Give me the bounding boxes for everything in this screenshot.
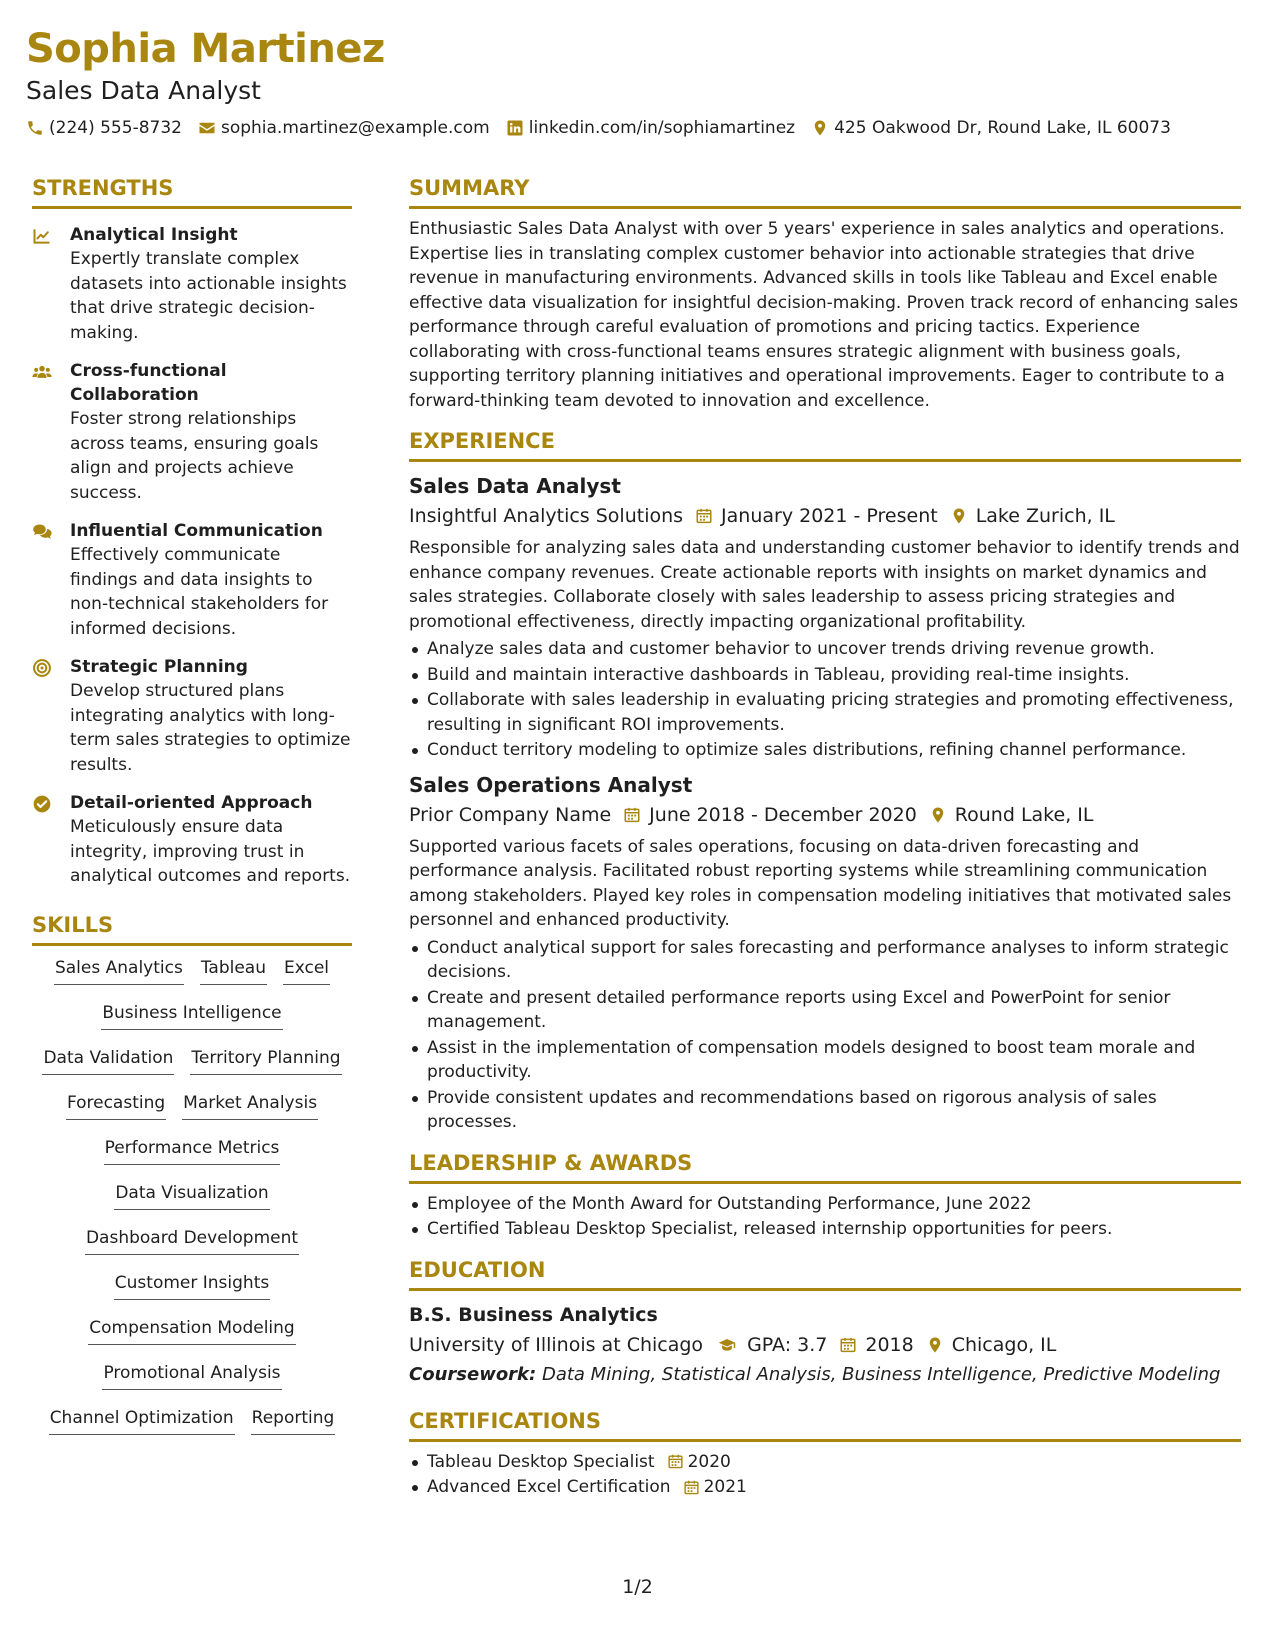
skill-row (32, 1091, 352, 1120)
job-dates: January 2021 - Present (721, 505, 938, 527)
education-heading: EDUCATION (409, 1256, 1241, 1291)
strength-title: Cross-functional Collaboration (70, 361, 227, 405)
skill-row (32, 1406, 352, 1435)
job-meta (409, 502, 1241, 530)
map-marker-icon (926, 1336, 944, 1354)
skills-list (32, 956, 352, 1435)
contact-email[interactable] (198, 118, 490, 138)
list-item: Provide consistent updates and recommendations based on rigorous analysis of sales processes. (409, 1086, 1241, 1135)
list-item: Conduct analytical support for sales forecasting and performance analyses to inform strategic decisions. (409, 936, 1241, 985)
skill-row (32, 1001, 352, 1030)
email-text: sophia.martinez@example.com (220, 118, 490, 138)
graduation-year: 2018 (865, 1333, 914, 1356)
education-meta (409, 1331, 1241, 1359)
linkedin-text: linkedin.com/in/sophiamartinez (528, 118, 796, 138)
job-location: Lake Zurich, IL (975, 505, 1115, 527)
gpa: GPA: 3.7 (747, 1333, 828, 1356)
job-company: Insightful Analytics Solutions (409, 505, 684, 527)
skills-heading: SKILLS (32, 911, 352, 946)
graduation-cap-icon (715, 1336, 739, 1354)
candidate-role: Sales Data Analyst (26, 76, 261, 105)
users-icon (32, 362, 52, 382)
skill-row (32, 956, 352, 985)
page-number: 1/2 (622, 1576, 653, 1598)
strength-title: Detail-oriented Approach (70, 793, 313, 813)
skill-tag: Territory Planning (190, 1046, 341, 1075)
list-item: Analyze sales data and customer behavior to uncover trends driving revenue growth. (409, 637, 1241, 662)
summary-text: Enthusiastic Sales Data Analyst with over 5 years' experience in sales analytics and operations. Expertise lies in translating complex customer behavior into actionable strategies that drive revenue in manufacturing environments. Advanced skills in tools like Tableau and Excel enable effective data visualization for insightful decision-making. Proven track record of enhancing sales performance through careful evaluation of promotions and pricing tactics. Experience collaborating with cross-functional teams ensures strategic alignment with business goals, supporting territory planning initiatives and operational improvements. Eager to contribute to a forward-thinking team devoted to innovation and excellence. (409, 219, 1239, 411)
strength-desc: Meticulously ensure data integrity, improving trust in analytical outcomes and reports. (70, 817, 351, 886)
skill-row (32, 1271, 352, 1300)
job-title: Sales Data Analyst (409, 474, 621, 498)
job-description: Responsible for analyzing sales data and understanding customer behavior to identify trends and enhance company revenues. Create actionable reports with insights on market dynamics and sales strategies. Collaborate closely with sales leadership to assess pricing strategies and promotional effectiveness, directly impacting organizational profitability. (409, 538, 1240, 632)
linkedin-icon (506, 119, 524, 137)
skill-tag: Market Analysis (182, 1091, 318, 1120)
envelope-icon (198, 119, 216, 137)
map-marker-icon (929, 806, 947, 824)
skill-row (32, 1316, 352, 1345)
map-marker-icon (811, 119, 829, 137)
calendar-icon (839, 1336, 857, 1354)
strength-item (32, 359, 352, 505)
awards-list (409, 1192, 1241, 1242)
job-company: Prior Company Name (409, 803, 612, 826)
candidate-name: Sophia Martinez (26, 26, 385, 72)
skill-tag: Tableau (200, 956, 267, 985)
skill-tag: Channel Optimization (49, 1406, 235, 1435)
right-column (409, 174, 1241, 1501)
comments-icon (32, 522, 52, 542)
education-entry (409, 1301, 1241, 1389)
calendar-icon (683, 1479, 700, 1496)
list-item (409, 1450, 1241, 1475)
strength-title: Influential Communication (70, 521, 323, 541)
skill-tag: Performance Metrics (104, 1136, 281, 1165)
contact-address (811, 118, 1171, 138)
skill-tag: Compensation Modeling (88, 1316, 295, 1345)
list-item (409, 1475, 1241, 1500)
list-item: Collaborate with sales leadership in evaluating pricing strategies and promoting effectiveness, resulting in significant ROI improvements. (409, 688, 1241, 737)
job-dates: June 2018 - December 2020 (649, 803, 917, 826)
cert-name: Advanced Excel Certification (427, 1477, 671, 1497)
job-entry (409, 771, 1241, 1135)
job-location: Round Lake, IL (954, 803, 1094, 826)
check-circle-icon (32, 794, 52, 814)
skill-row (32, 1046, 352, 1075)
strength-item (32, 655, 352, 777)
skill-row (32, 1361, 352, 1390)
skill-tag: Promotional Analysis (102, 1361, 281, 1390)
skill-tag: Excel (283, 956, 330, 985)
coursework (409, 1361, 1241, 1389)
list-item: Certified Tableau Desktop Specialist, released internship opportunities for peers. (409, 1217, 1241, 1242)
job-bullets (409, 637, 1241, 763)
experience-heading: EXPERIENCE (409, 427, 1241, 462)
school-name: University of Illinois at Chicago (409, 1333, 704, 1356)
strengths-heading: STRENGTHS (32, 174, 352, 209)
calendar-icon (695, 507, 713, 525)
cert-year: 2020 (687, 1451, 731, 1472)
cert-year: 2021 (703, 1477, 747, 1497)
contact-phone[interactable] (26, 118, 182, 138)
skill-tag: Sales Analytics (54, 956, 184, 985)
job-description: Supported various facets of sales operations, focusing on data-driven forecasting and performance analysis. Facilitated robust reporting systems while streamlining communication among stakeholders. Played key roles in compensation modeling initiatives that motivated sales personnel and enhanced productivity. (409, 836, 1232, 930)
summary-heading: SUMMARY (409, 174, 1241, 209)
calendar-icon (667, 1453, 684, 1470)
strength-title: Analytical Insight (70, 225, 238, 245)
left-column (32, 174, 352, 1451)
phone-text: (224) 555-8732 (49, 118, 182, 138)
strength-desc: Effectively communicate findings and data insights to non-technical stakeholders for informed decisions. (70, 545, 329, 639)
list-item: Assist in the implementation of compensation models designed to boost team morale and productivity. (409, 1036, 1241, 1085)
certifications-heading: CERTIFICATIONS (409, 1407, 1241, 1442)
skill-row (32, 1181, 352, 1210)
strength-item (32, 519, 352, 641)
strength-desc: Foster strong relationships across teams, ensuring goals align and projects achieve success. (70, 409, 319, 503)
cert-name: Tableau Desktop Specialist (427, 1451, 655, 1472)
skill-tag: Customer Insights (114, 1271, 270, 1300)
phone-icon (26, 119, 44, 137)
list-item: Create and present detailed performance reports using Excel and PowerPoint for senior management. (409, 986, 1241, 1035)
resume-header (26, 24, 1246, 138)
awards-heading: LEADERSHIP & AWARDS (409, 1149, 1241, 1184)
skill-tag: Data Visualization (114, 1181, 269, 1210)
strength-title: Strategic Planning (70, 657, 248, 677)
contact-linkedin[interactable] (506, 118, 795, 138)
skill-tag: Forecasting (66, 1091, 166, 1120)
calendar-icon (623, 806, 641, 824)
skill-tag: Business Intelligence (101, 1001, 282, 1030)
skill-tag: Reporting (251, 1406, 336, 1435)
bullseye-icon (32, 658, 52, 678)
strength-item (32, 791, 352, 889)
strength-desc: Develop structured plans integrating analytics with long-term sales strategies to optimize results. (70, 681, 351, 775)
skill-tag: Dashboard Development (85, 1226, 299, 1255)
list-item: Conduct territory modeling to optimize sales distributions, refining channel performance. (409, 738, 1241, 763)
job-title: Sales Operations Analyst (409, 772, 693, 797)
job-meta (409, 801, 1241, 829)
job-bullets (409, 936, 1241, 1135)
list-item: Employee of the Month Award for Outstanding Performance, June 2022 (409, 1192, 1241, 1217)
skill-row (32, 1226, 352, 1255)
coursework-text: Data Mining, Statistical Analysis, Business Intelligence, Predictive Modeling (541, 1363, 1221, 1385)
strength-desc: Expertly translate complex datasets into actionable insights that drive strategic decision-making. (70, 249, 347, 343)
skill-row (32, 1136, 352, 1165)
certifications-list (409, 1450, 1241, 1500)
contact-bar (26, 118, 1246, 138)
address-text: 425 Oakwood Dr, Round Lake, IL 60073 (834, 118, 1171, 138)
strength-item (32, 223, 352, 345)
chart-line-icon (32, 226, 52, 246)
coursework-label: Coursework: (409, 1363, 537, 1385)
school-location: Chicago, IL (951, 1333, 1057, 1356)
degree: B.S. Business Analytics (409, 1303, 658, 1326)
job-entry (409, 472, 1241, 763)
skill-tag: Data Validation (42, 1046, 174, 1075)
map-marker-icon (950, 507, 968, 525)
list-item: Build and maintain interactive dashboards in Tableau, providing real-time insights. (409, 663, 1241, 688)
